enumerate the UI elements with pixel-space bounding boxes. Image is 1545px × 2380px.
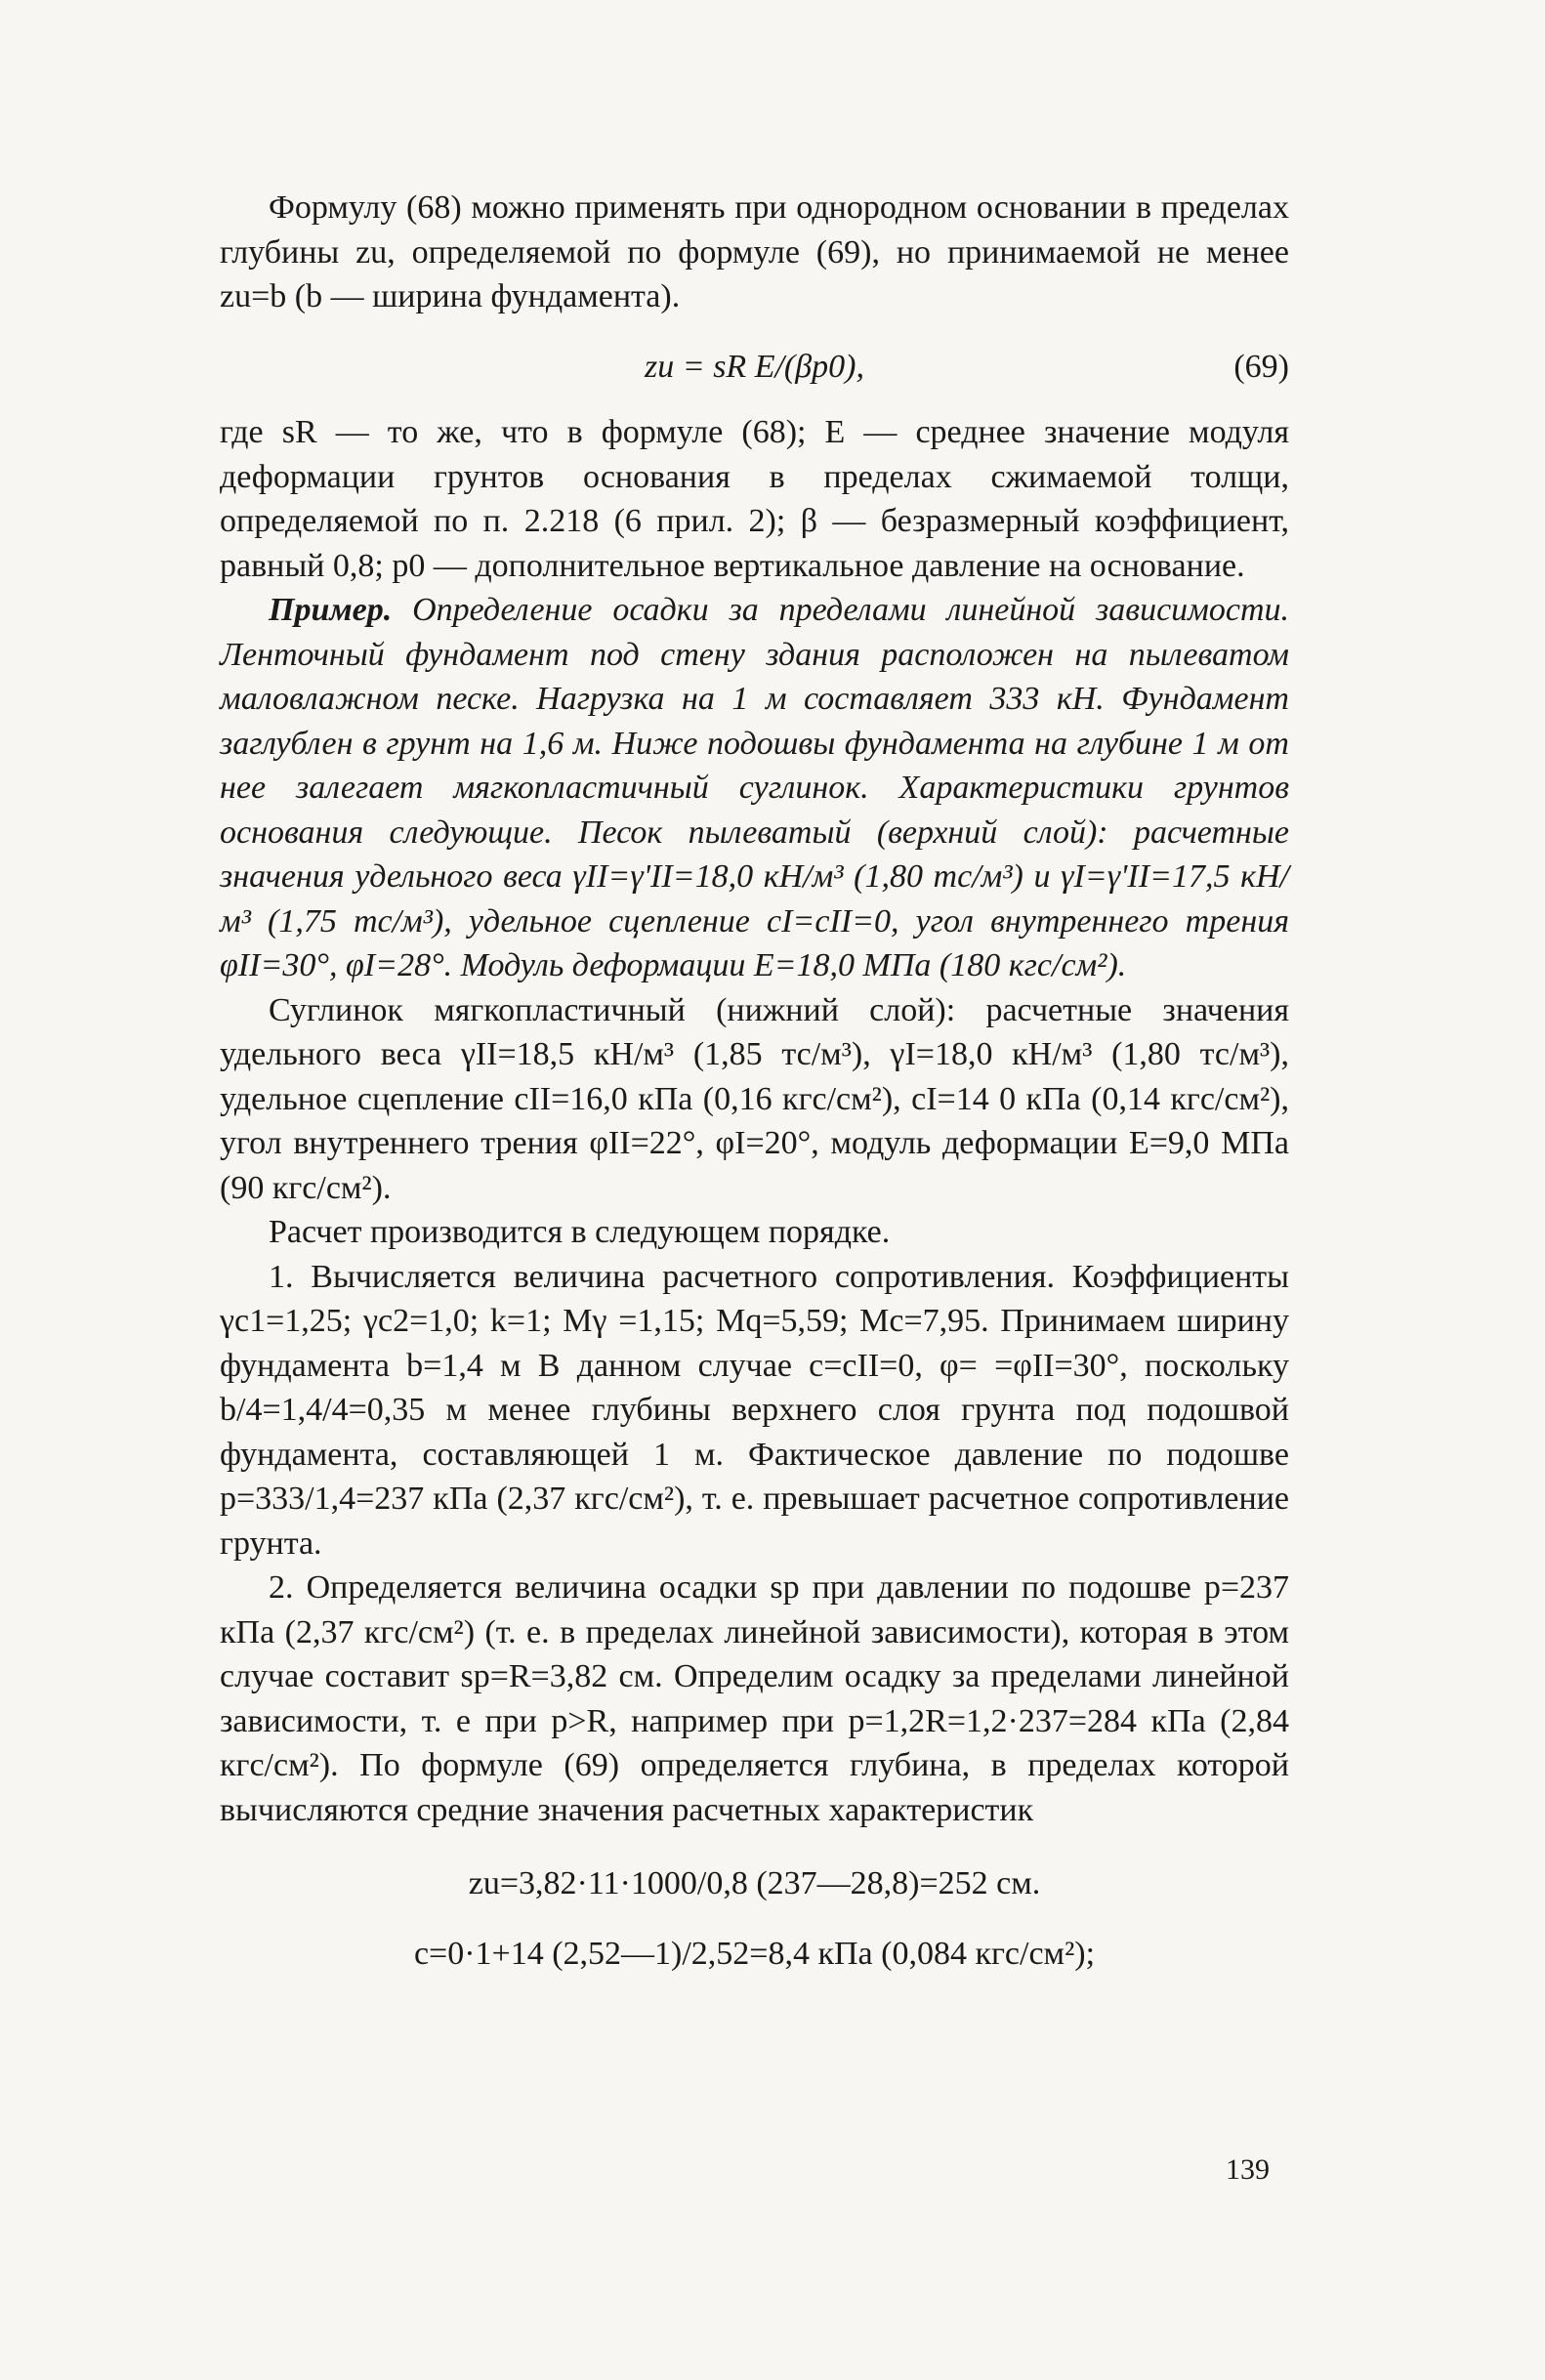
paragraph-order: Расчет производится в следующем порядке. xyxy=(269,1214,891,1250)
paragraph-loam: Суглинок мягкопластичный (нижний слой): расчетные значения удельного веса γII=18,5 кН/м³ (1,85 тс/м³), γI=18,0 кН/м³ (1,80 тс/м³), удельное сцепление cII=16,0 кПа (0,16 кгс/см²), cI=14 0 кПа (0,14 кгс/см²), угол внутреннего трения φII=22°, φI=20°, модуль деформации E=9,0 МПа (90 кгс/см²). xyxy=(220,991,1289,1206)
page-number: 139 xyxy=(1226,2153,1270,2186)
formula-zu: zu=3,82·11·1000/0,8 (237—28,8)=252 см. xyxy=(468,1865,1041,1901)
formula-c: c=0·1+14 (2,52—1)/2,52=8,4 кПа (0,084 кгс/см²); xyxy=(413,1935,1096,1972)
paragraph-step-1: 1. Вычисляется величина расчетного сопротивления. Коэффициенты γc1=1,25; γc2=1,0; k=1; Mγ =1,15; Mq=5,59; Mc=7,95. Принимаем ширину фундамента b=1,4 м В данном случае c=cII=0, φ= =φII=30°, поскольку b/4=1,4/4=0,35 м менее глубины верхнего слоя грунта под подошвой фундамента, составляющей 1 м. Фактическое давление по подошве p=333/1,4=237 кПа (2,37 кгс/см²), т. е. превышает расчетное сопротивление грунта. xyxy=(220,1258,1289,1562)
paragraph-step-2: 2. Определяется величина осадки sp при давлении по подошве p=237 кПа (2,37 кгс/см²) (т. е. в пределах линейной зависимости), которая в этом случае составит sp=R=3,82 см. Определим осадку за пределами линейной зависимости, т. е при p>R, например при p=1,2R=1,2·237=284 кПа (2,84 кгс/см²). По формуле (69) определяется глубина, в пределах которой вычисляются средние значения расчетных характеристик xyxy=(220,1569,1289,1828)
formula-69-number: (69) xyxy=(1233,348,1289,385)
text-column xyxy=(220,186,1289,1976)
formula-69 xyxy=(220,345,1289,390)
example-label: Пример. xyxy=(269,592,393,628)
paragraph-definitions: где sR — то же, что в формуле (68); E — среднее значение модуля деформации грунтов основания в пределах сжимаемой толщи, определяемой по п. 2.218 (6 прил. 2); β — безразмерный коэффициент, равный 0,8; p0 — дополнительное вертикальное давление на основание. xyxy=(220,414,1289,584)
paragraph-example xyxy=(220,588,1289,988)
formula-69-expression: zu = sR E/(βp0), xyxy=(645,348,864,385)
paragraph-intro: Формулу (68) можно применять при однородном основании в пределах глубины zu, определяемой по формуле (69), но принимаемой не менее zu=b (b — ширина фундамента). xyxy=(220,189,1289,314)
example-text: Определение осадки за пределами линейной зависимости. Ленточный фундамент под стену здания расположен на пылеватом маловлажном песке. Нагрузка на 1 м составляет 333 кН. Фундамент заглублен в грунт на 1,6 м. Ниже подошвы фундамента на глубине 1 м от нее залегает мягкопластичный суглинок. Характеристики грунтов основания следующие. Песок пылеватый (верхний слой): расчетные значения удельного веса γII=γ'II=18,0 кН/м³ (1,80 тс/м³) и γI=γ'II=17,5 кН/м³ (1,75 тс/м³), удельное сцепление cI=cII=0, угол внутреннего трения φII=30°, φI=28°. Модуль деформации E=18,0 МПа (180 кгс/см²). xyxy=(220,592,1289,983)
